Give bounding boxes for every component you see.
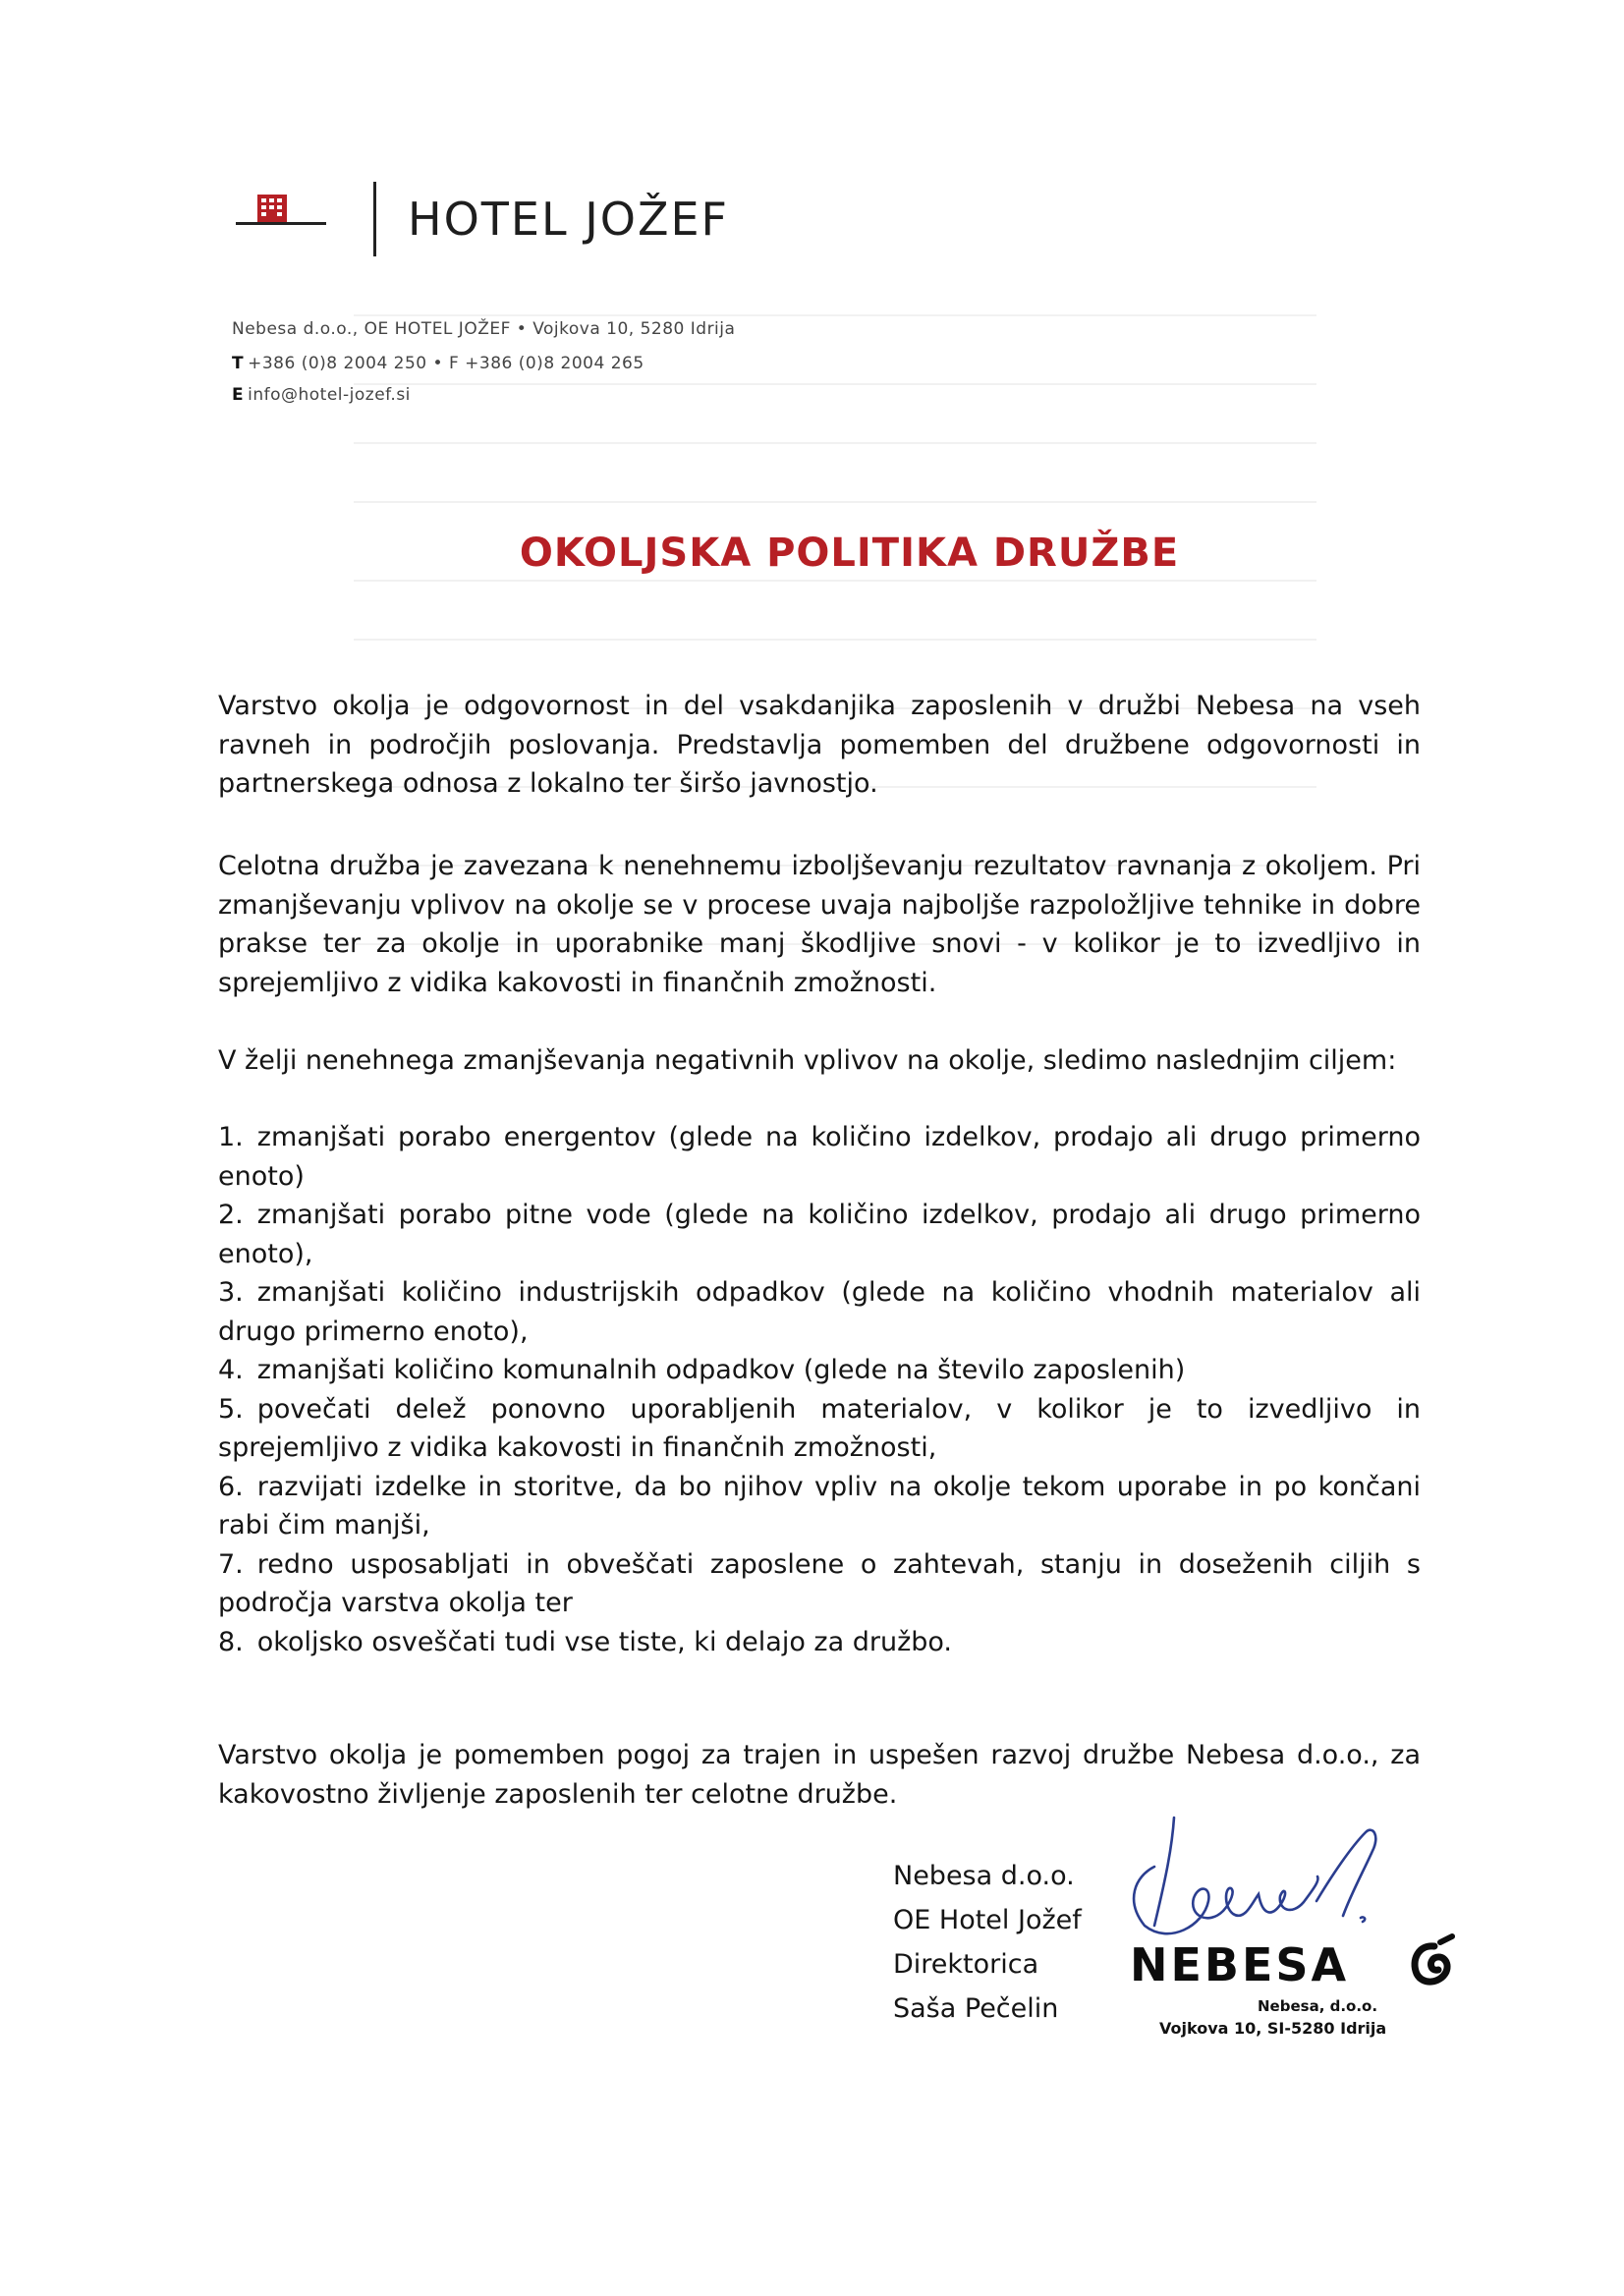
phone-label: T [232, 354, 245, 373]
goal-number: 5. [218, 1393, 244, 1425]
hotel-building-logo-icon [234, 189, 328, 244]
goal-number: 2. [218, 1200, 244, 1230]
list-item [218, 1118, 1421, 1196]
goal-text: okoljsko osveščati tudi vse tiste, ki delajo za družbo. [256, 1626, 953, 1657]
signatory-company: Nebesa d.o.o. [893, 1861, 1075, 1891]
list-item [218, 1468, 1421, 1545]
phone-fax-line [232, 354, 644, 373]
document-title-text: OKOLJSKA POLITIKA DRUŽBE [519, 531, 1180, 576]
email-address: info@hotel-jozef.si [248, 385, 411, 405]
intro-paragraph: Varstvo okolja je odgovornost in del vsakdanjika zaposlenih v družbi Nebesa na vseh ravneh in področjih poslovanja. Predstavlja pomemben del družbene odgovornosti in partnerskega odnosa z lokalno ter širšo javnostjo. [218, 691, 1421, 799]
goal-number: 1. [218, 1122, 244, 1152]
email-label: E [232, 385, 245, 405]
list-item [218, 1351, 1421, 1390]
hotel-name: HOTEL JOŽEF [408, 193, 730, 246]
goal-number: 6. [218, 1471, 244, 1502]
goal-number: 8. [218, 1626, 244, 1657]
goal-number: 3. [218, 1277, 244, 1308]
goal-text: povečati delež ponovno uporabljenih materialov, v kolikor je to izvedljivo in sprejemljivo z vidika kakovosti in finančnih zmožnosti, [218, 1393, 1421, 1463]
company-address: Nebesa d.o.o., OE HOTEL JOŽEF • Vojkova 10, 5280 Idrija [232, 319, 736, 339]
list-item [218, 1623, 1421, 1662]
company-stamp [1130, 1938, 1464, 2038]
signatory-unit: OE Hotel Jožef [893, 1905, 1082, 1935]
stamp-company: Nebesa, d.o.o. [1258, 1997, 1378, 2015]
signatory-role: Direktorica [893, 1949, 1039, 1980]
goal-text: redno usposabljati in obveščati zaposlene o zahtevah, stanju in doseženih ciljih s področja varstva okolja ter [218, 1548, 1421, 1618]
list-item [218, 1545, 1421, 1623]
signatory-name: Saša Pečelin [893, 1993, 1059, 2024]
stamp-address: Vojkova 10, SI-5280 Idrija [1159, 2019, 1387, 2038]
goals-lead: V želji nenehnega zmanjševanja negativnih vplivov na okolje, sledimo naslednjim ciljem: [218, 1045, 1397, 1076]
list-item [218, 1390, 1421, 1468]
nebesa-swirl-icon [1403, 1932, 1462, 1995]
goals-list [218, 1118, 1421, 1661]
logo-divider [373, 182, 376, 256]
phone-fax-numbers: +386 (0)8 2004 250 • F +386 (0)8 2004 265 [248, 354, 644, 373]
goal-number: 4. [218, 1355, 244, 1385]
goal-text: zmanjšati porabo energentov (glede na količino izdelkov, prodajo ali drugo primerno enoto) [218, 1122, 1421, 1192]
goal-text: zmanjšati porabo pitne vode (glede na količino izdelkov, prodajo ali drugo primerno enoto), [218, 1200, 1421, 1269]
list-item [218, 1196, 1421, 1273]
goal-number: 7. [218, 1548, 244, 1580]
stamp-company-name: NEBESA [1130, 1938, 1350, 1991]
document-title [0, 531, 1624, 576]
list-item [218, 1273, 1421, 1351]
email-line [232, 385, 411, 405]
goal-text: razvijati izdelke in storitve, da bo njihov vpliv na okolje tekom uporabe in po končani rabi čim manjši, [218, 1471, 1421, 1540]
commitment-paragraph: Celotna družba je zavezana k nenehnemu izboljševanju rezultatov ravnanja z okoljem. Pri zmanjševanju vplivov na okolje se v procese uvaja najboljše razpoložljive tehnike in dobre prakse ter za okolje in uporabnike manj škodljive snovi - v kolikor je to izvedljivo in sprejemljivo z vidika kakovosti in finančnih zmožnosti. [218, 851, 1421, 998]
goal-text: zmanjšati količino komunalnih odpadkov (glede na število zaposlenih) [256, 1355, 1186, 1385]
closing-paragraph: Varstvo okolja je pomemben pogoj za trajen in uspešen razvoj družbe Nebesa d.o.o., za kakovostno življenje zaposlenih ter celotne družbe. [218, 1740, 1421, 1810]
goal-text: zmanjšati količino industrijskih odpadkov (glede na količino vhodnih materialov ali drugo primerno enoto), [218, 1277, 1421, 1347]
signatory-block [893, 1854, 1082, 2031]
